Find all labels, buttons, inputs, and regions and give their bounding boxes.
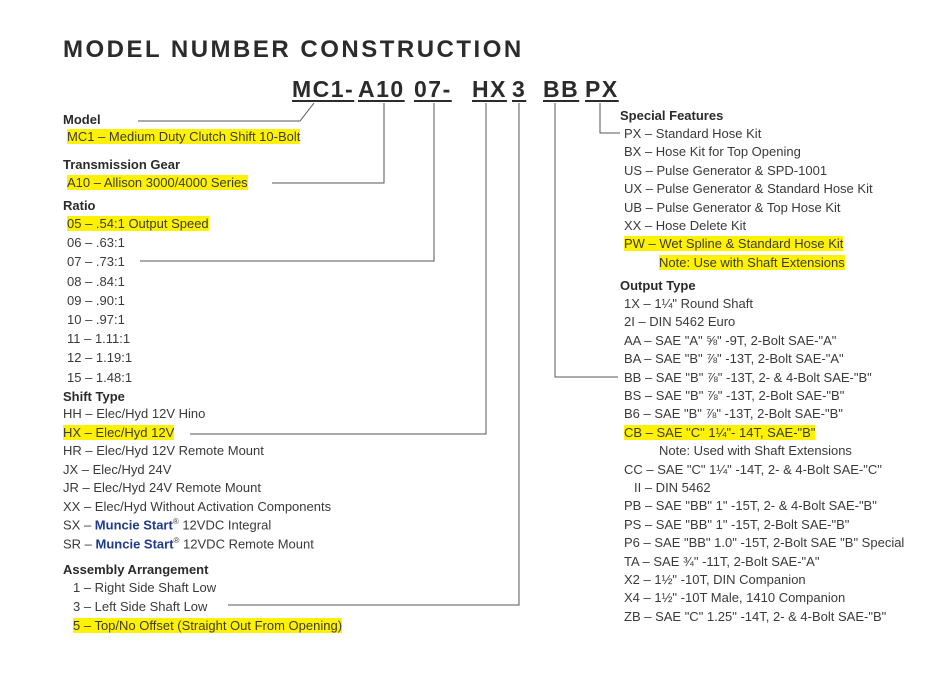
heading-shift: Shift Type — [63, 389, 125, 404]
heading-special: Special Features — [620, 108, 724, 123]
code-output: BB — [543, 76, 580, 102]
ratio-item: 09 – .90:1 — [67, 292, 125, 308]
special-item: BX – Hose Kit for Top Opening — [624, 144, 801, 160]
registered-mark: ® — [172, 517, 179, 526]
special-item: PX – Standard Hose Kit — [624, 126, 762, 141]
output-item: II – DIN 5462 — [634, 480, 711, 495]
item-prefix: SR – — [63, 535, 96, 551]
special-item: UX – Pulse Generator & Standard Hose Kit — [624, 181, 873, 197]
output-item: AA – SAE "A" ⅝" -9T, 2-Bolt SAE-"A" — [624, 332, 837, 348]
heading-ratio: Ratio — [63, 198, 96, 213]
assembly-item: 5 – Top/No Offset (Straight Out From Opening) — [73, 618, 343, 633]
output-item: BA – SAE "B" ⅞" -13T, 2-Bolt SAE-"A" — [624, 351, 844, 367]
output-item: BB – SAE "B" ⅞" -13T, 2- & 4-Bolt SAE-"B" — [624, 369, 872, 385]
ratio-item: 12 – 1.19:1 — [67, 350, 133, 366]
connector-model — [138, 103, 314, 121]
brand-name: Muncie Start — [95, 535, 174, 551]
output-item: PS – SAE "BB" 1" -15T, 2-Bolt SAE-"B" — [624, 516, 850, 532]
output-item: BS – SAE "B" ⅞" -13T, 2-Bolt SAE-"B" — [624, 388, 845, 403]
shift-item: JX – Elec/Hyd 24V — [63, 461, 172, 477]
item-prefix: SX – — [63, 517, 95, 533]
output-item: 2I – DIN 5462 Euro — [624, 314, 736, 330]
output-item: X4 – 1½" -10T Male, 1410 Companion — [624, 590, 846, 606]
code-ratio: 07- — [414, 76, 452, 102]
heading-assembly: Assembly Arrangement — [63, 562, 209, 577]
shift-item: JR – Elec/Hyd 24V Remote Mount — [63, 480, 261, 495]
code-assembly: 3 — [512, 76, 527, 102]
transmission-item: A10 – Allison 3000/4000 Series — [67, 175, 248, 190]
special-item: Note: Use with Shaft Extensions — [659, 254, 845, 270]
special-item: XX – Hose Delete Kit — [624, 218, 747, 233]
output-item: CB – SAE "C" 1¼"- 14T, SAE-"B" — [624, 424, 816, 440]
connector-special — [600, 103, 620, 133]
item-suffix: 12VDC Remote Mount — [179, 535, 314, 551]
item-suffix: 12VDC Integral — [178, 517, 272, 533]
assembly-item: 3 – Left Side Shaft Low — [73, 599, 208, 614]
code-special: PX — [585, 76, 619, 102]
connector-shift — [190, 103, 486, 434]
ratio-item: 06 – .63:1 — [67, 235, 125, 251]
output-item: TA – SAE ¾" -11T, 2-Bolt SAE-"A" — [624, 553, 820, 569]
special-item: US – Pulse Generator & SPD-1001 — [624, 162, 828, 178]
output-item: CC – SAE "C" 1¼" -14T, 2- & 4-Bolt SAE-"C" — [624, 461, 882, 477]
heading-transmission: Transmission Gear — [63, 157, 181, 172]
page-title: MODEL NUMBER CONSTRUCTION — [63, 36, 524, 63]
code-model: MC1- — [292, 76, 355, 102]
connector-output — [555, 103, 618, 377]
assembly-item: 1 – Right Side Shaft Low — [73, 580, 217, 595]
output-item: B6 – SAE "B" ⅞" -13T, 2-Bolt SAE-"B" — [624, 406, 843, 422]
brand-name: Muncie Start — [94, 517, 173, 533]
shift-item: HR – Elec/Hyd 12V Remote Mount — [63, 443, 264, 458]
output-item: P6 – SAE "BB" 1.0" -15T, 2-Bolt SAE "B" Special — [624, 535, 905, 551]
heading-model: Model — [63, 112, 101, 127]
shift-item: HX – Elec/Hyd 12V — [63, 424, 175, 440]
output-item: 1X – 1¼" Round Shaft — [624, 296, 753, 311]
special-item: PW – Wet Spline & Standard Hose Kit — [624, 236, 844, 252]
model-item: MC1 – Medium Duty Clutch Shift 10-Bolt — [67, 129, 301, 144]
heading-output: Output Type — [620, 278, 696, 293]
output-item: Note: Used with Shaft Extensions — [659, 443, 852, 459]
ratio-item: 08 – .84:1 — [67, 273, 125, 289]
shift-item — [63, 536, 314, 551]
shift-item: XX – Elec/Hyd Without Activation Components — [63, 498, 332, 514]
output-item: X2 – 1½" -10T, DIN Companion — [624, 572, 806, 587]
code-transmission: A10 — [358, 76, 405, 102]
ratio-item: 11 – 1.11:1 — [67, 331, 131, 347]
ratio-item: 15 – 1.48:1 — [67, 369, 133, 385]
ratio-item: 05 – .54:1 Output Speed — [67, 216, 209, 231]
code-shift: HX — [472, 76, 507, 102]
ratio-item: 07 – .73:1 — [67, 254, 125, 270]
shift-item — [63, 517, 271, 532]
ratio-item: 10 – .97:1 — [67, 312, 125, 327]
registered-mark: ® — [173, 535, 180, 545]
shift-item: HH – Elec/Hyd 12V Hino — [63, 406, 206, 421]
connector-assembly — [228, 103, 519, 605]
special-item: UB – Pulse Generator & Top Hose Kit — [624, 199, 841, 215]
output-item: ZB – SAE "C" 1.25" -14T, 2- & 4-Bolt SAE-"B" — [624, 608, 887, 624]
output-item: PB – SAE "BB" 1" -15T, 2- & 4-Bolt SAE-"B" — [624, 498, 877, 514]
